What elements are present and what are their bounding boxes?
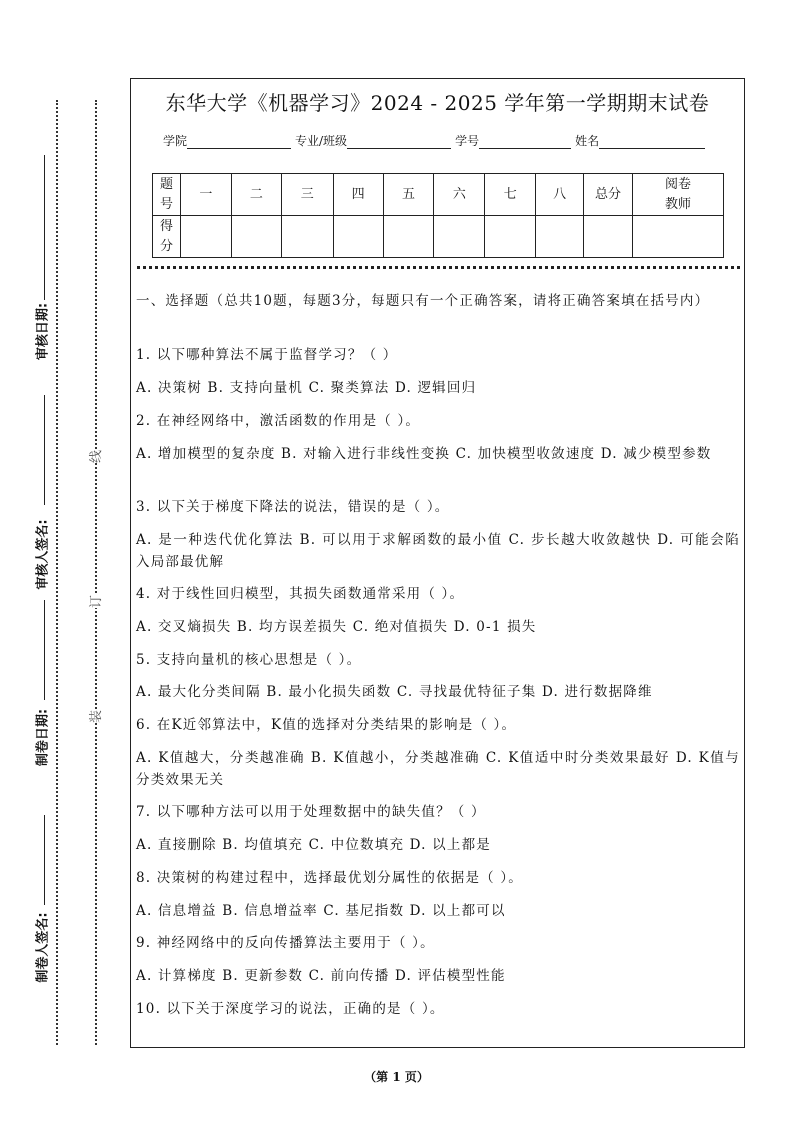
binding-mark-line: 线 bbox=[85, 450, 104, 463]
score-cell[interactable] bbox=[536, 216, 584, 258]
score-table-header-row bbox=[153, 174, 724, 216]
major-class-label: 专业/班级 bbox=[295, 134, 348, 148]
score-cell[interactable] bbox=[231, 216, 281, 258]
score-table-score-row bbox=[153, 216, 724, 258]
binding-dotted-line-inner bbox=[95, 100, 97, 1045]
college-label: 学院 bbox=[163, 134, 188, 148]
exam-title: 东华大学《机器学习》2024 - 2025 学年第一学期期末试卷 bbox=[165, 91, 710, 115]
question-6-options: A. K值越大，分类越准确 B. K值越小，分类越准确 C. K值适中时分类效果最好 D. K值与分类效果无关 bbox=[136, 750, 740, 788]
separator-dotted-line bbox=[137, 266, 740, 269]
question-9: 9. 神经网络中的反向传播算法主要用于（ ）。 bbox=[136, 935, 435, 951]
col-3: 三 bbox=[281, 174, 333, 216]
compile-date-label: 制卷日期: bbox=[35, 708, 51, 767]
score-table bbox=[152, 173, 724, 258]
col-6: 六 bbox=[434, 174, 485, 216]
college-field[interactable] bbox=[187, 136, 291, 149]
question-7-options: A. 直接删除 B. 均值填充 C. 中位数填充 D. 以上都是 bbox=[136, 837, 491, 853]
col-1: 一 bbox=[180, 174, 231, 216]
col-total: 总分 bbox=[584, 174, 633, 216]
score-cell[interactable] bbox=[333, 216, 383, 258]
student-info-row bbox=[163, 132, 709, 149]
question-10: 10. 以下关于深度学习的说法，正确的是（ ）。 bbox=[136, 1001, 445, 1017]
col-5: 五 bbox=[383, 174, 434, 216]
question-2: 2. 在神经网络中，激活函数的作用是（ ）。 bbox=[136, 413, 421, 429]
student-id-field[interactable] bbox=[479, 136, 571, 149]
question-5-options: A. 最大化分类间隔 B. 最小化损失函数 C. 寻找最优特征子集 D. 进行数据降维 bbox=[136, 684, 653, 700]
binding-mark-bind: 装 bbox=[85, 710, 104, 723]
question-1: 1. 以下哪种算法不属于监督学习？（ ） bbox=[136, 347, 398, 363]
question-4-options: A. 交叉熵损失 B. 均方误差损失 C. 绝对值损失 D. 0-1 损失 bbox=[136, 619, 537, 635]
col-7: 七 bbox=[485, 174, 536, 216]
reviewer-signature-line bbox=[44, 395, 45, 505]
name-label: 姓名 bbox=[575, 134, 600, 148]
compile-date-line bbox=[44, 600, 45, 700]
compiler-signature-line bbox=[44, 815, 45, 905]
question-7: 7. 以下哪种方法可以用于处理数据中的缺失值？（ ） bbox=[136, 804, 486, 820]
score-cell[interactable] bbox=[485, 216, 536, 258]
review-date-label: 审核日期: bbox=[35, 302, 51, 361]
reviewer-signature-label: 审核人签名: bbox=[35, 519, 51, 590]
row-label-score: 得分 bbox=[153, 216, 181, 258]
question-3: 3. 以下关于梯度下降法的说法，错误的是（ ）。 bbox=[136, 499, 450, 515]
score-cell[interactable] bbox=[180, 216, 231, 258]
row-label-question-no: 题号 bbox=[153, 174, 181, 216]
binding-dotted-line-outer bbox=[56, 100, 58, 1045]
question-8: 8. 决策树的构建过程中，选择最优划分属性的依据是（ ）。 bbox=[136, 870, 524, 886]
col-2: 二 bbox=[231, 174, 281, 216]
question-9-options: A. 计算梯度 B. 更新参数 C. 前向传播 D. 评估模型性能 bbox=[136, 968, 506, 984]
question-3-options: A. 是一种迭代优化算法 B. 可以用于求解函数的最小值 C. 步长越大收敛越快 D. 可能会陷入局部最优解 bbox=[136, 532, 740, 570]
col-8: 八 bbox=[536, 174, 584, 216]
score-cell[interactable] bbox=[383, 216, 434, 258]
section-heading: 一、选择题（总共10题，每题3分，每题只有一个正确答案，请将正确答案填在括号内） bbox=[136, 293, 710, 309]
question-2-options: A. 增加模型的复杂度 B. 对输入进行非线性变换 C. 加快模型收敛速度 D. 减少模型参数 bbox=[136, 446, 712, 462]
question-4: 4. 对于线性回归模型，其损失函数通常采用（ ）。 bbox=[136, 586, 465, 602]
question-1-options: A. 决策树 B. 支持向量机 C. 聚类算法 D. 逻辑回归 bbox=[136, 380, 477, 396]
page-number: （第 1 页） bbox=[364, 1070, 429, 1084]
question-8-options: A. 信息增益 B. 信息增益率 C. 基尼指数 D. 以上都可以 bbox=[136, 903, 506, 919]
grader-cell[interactable] bbox=[632, 216, 723, 258]
student-id-label: 学号 bbox=[455, 134, 480, 148]
binding-mark-staple: 订 bbox=[85, 595, 104, 608]
review-date-line bbox=[44, 155, 45, 300]
col-4: 四 bbox=[333, 174, 383, 216]
score-cell[interactable] bbox=[281, 216, 333, 258]
question-5: 5. 支持向量机的核心思想是（ ）。 bbox=[136, 652, 362, 668]
question-6: 6. 在K近邻算法中，K值的选择对分类结果的影响是（ ）。 bbox=[136, 717, 517, 733]
major-class-field[interactable] bbox=[347, 136, 451, 149]
compiler-signature-label: 制卷人签名: bbox=[35, 912, 51, 983]
col-grader: 阅卷教师 bbox=[632, 174, 723, 216]
name-field[interactable] bbox=[599, 136, 705, 149]
score-cell[interactable] bbox=[584, 216, 633, 258]
score-cell[interactable] bbox=[434, 216, 485, 258]
